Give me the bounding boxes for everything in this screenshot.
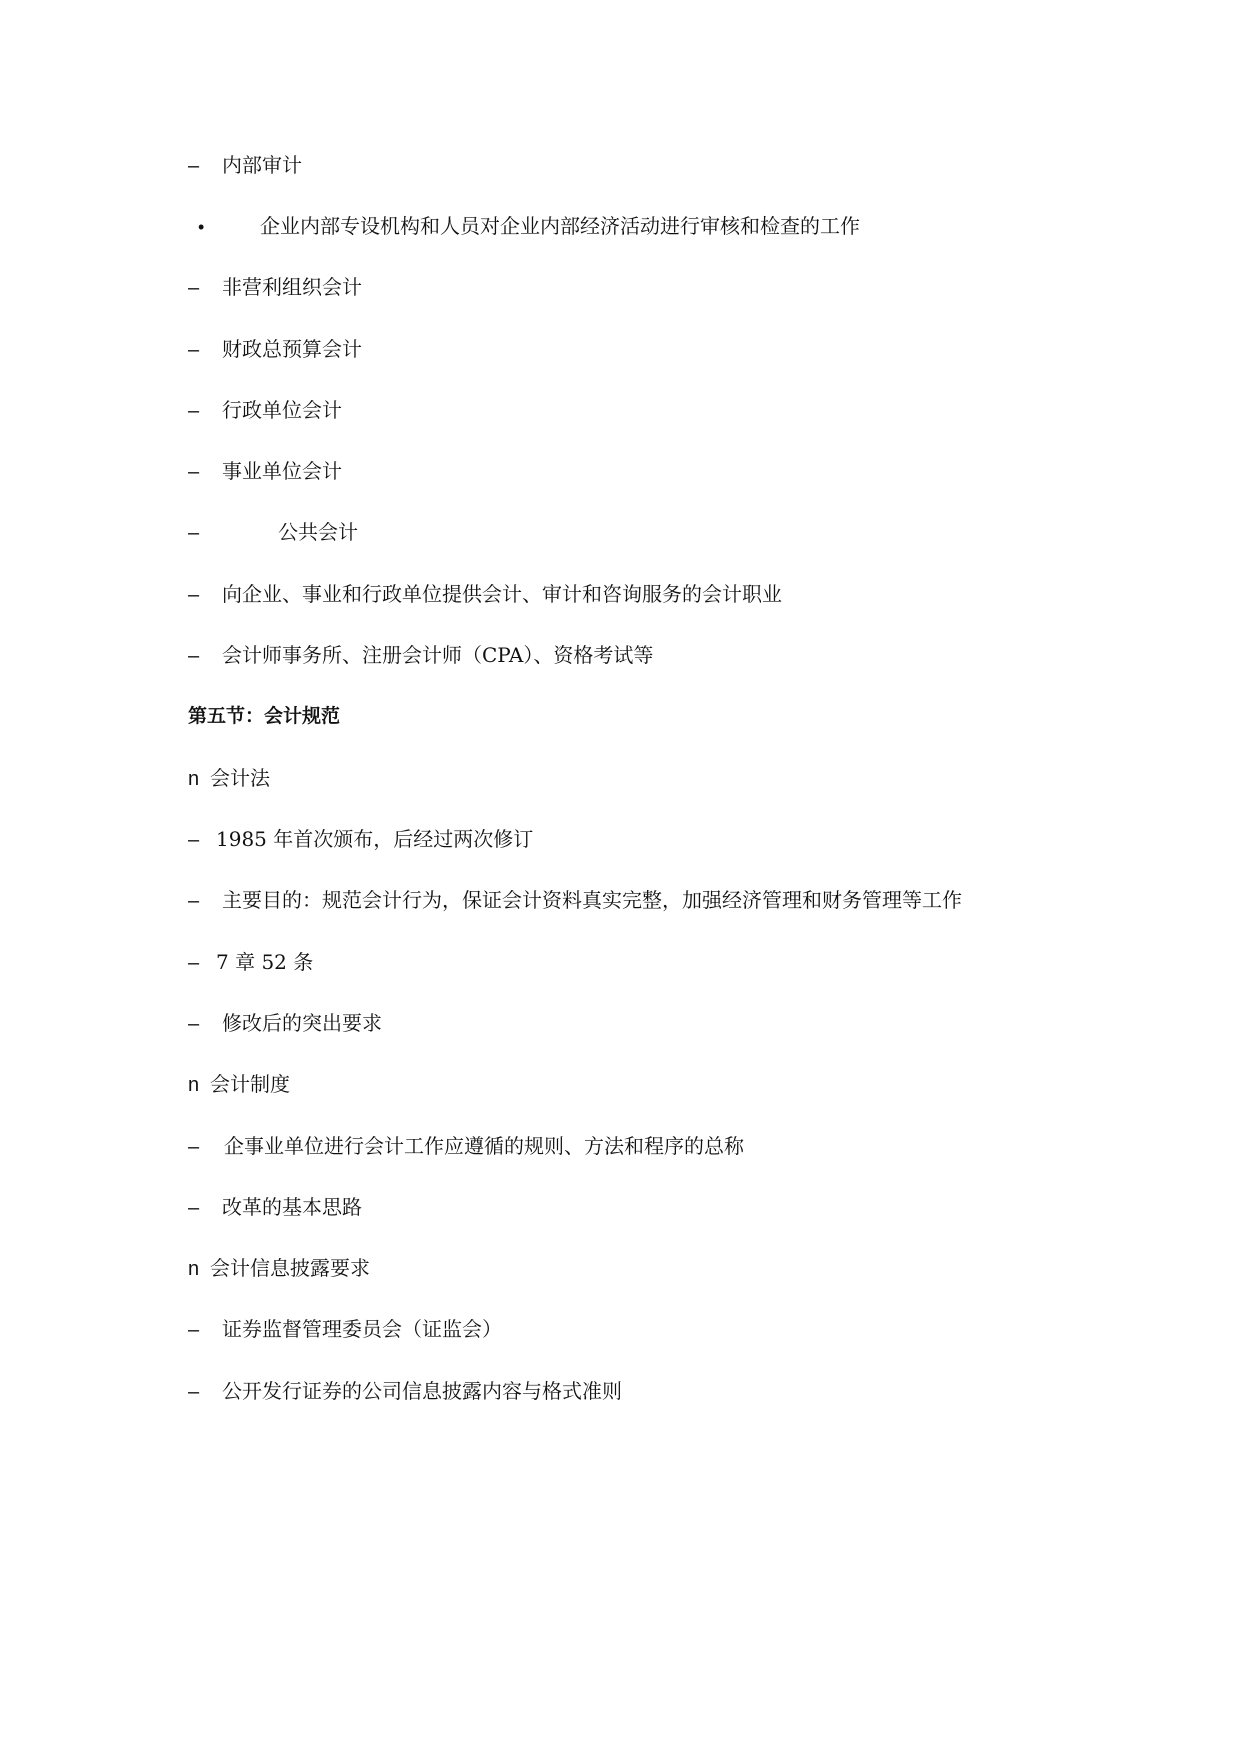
list-item-law-structure [188,947,313,977]
list-item-text: 公共会计 [278,520,358,544]
list-item-text: 行政单位会计 [222,398,342,422]
dash-marker: – [188,461,200,483]
dash-marker: – [188,645,200,667]
list-item-law-purpose [188,885,962,915]
dash-marker: – [188,1381,200,1403]
list-item-text: 会计师事务所、注册会计师（CPA）、资格考试等 [222,643,654,667]
dash-marker: – [188,829,200,851]
list-item-accounting-system [188,1069,290,1099]
list-item-internal-audit [188,150,302,180]
list-item-administrative-accounting [188,395,342,425]
n-marker: n [188,1258,200,1280]
list-item-text: 向企业、事业和行政单位提供会计、审计和咨询服务的会计职业 [222,582,782,606]
bullet-marker: • [198,217,205,237]
dash-marker: – [188,584,200,606]
list-item-csrc [188,1314,502,1344]
dash-marker: – [188,339,200,361]
list-item-disclosure [188,1253,370,1283]
list-item-text: 企事业单位进行会计工作应遵循的规则、方法和程序的总称 [224,1134,744,1158]
list-item-law-history [188,824,533,854]
section-heading: 第五节：会计规范 [188,705,341,727]
dash-marker: – [188,1197,200,1219]
list-item-reform-ideas [188,1192,362,1222]
list-item-text: 事业单位会计 [222,459,342,483]
list-item-text: 会计制度 [210,1072,290,1096]
dash-marker: – [188,890,200,912]
dash-marker: – [188,952,200,974]
n-marker: n [188,1074,200,1096]
list-item-text: 非营利组织会计 [222,275,362,299]
dash-marker: – [188,1136,200,1158]
list-item-public-accounting-definition [188,579,782,609]
list-item-text: 证券监督管理委员会（证监会） [222,1317,502,1341]
list-item-law-revision [188,1008,382,1038]
list-item-text: 1985 年首次颁布，后经过两次修订 [216,827,534,851]
list-item-public-accounting [188,517,358,547]
list-item-text: 财政总预算会计 [222,337,362,361]
list-item-text: 主要目的：规范会计行为，保证会计资料真实完整，加强经济管理和财务管理等工作 [222,888,962,912]
list-item-accounting-law [188,763,270,793]
list-item-internal-audit-definition [188,211,860,241]
list-item-text: 会计法 [210,766,270,790]
list-item-text: 企业内部专设机构和人员对企业内部经济活动进行审核和检查的工作 [260,214,860,238]
list-item-text: 内部审计 [222,153,302,177]
list-item-text: 会计信息披露要求 [210,1256,370,1280]
dash-marker: – [188,522,200,544]
list-item-budget-accounting [188,334,362,364]
list-item-disclosure-rules [188,1376,622,1406]
list-item-text: 公开发行证券的公司信息披露内容与格式准则 [222,1379,622,1403]
list-item-nonprofit-accounting [188,272,362,302]
dash-marker: – [188,400,200,422]
list-item-system-definition [188,1131,744,1161]
dash-marker: – [188,1319,200,1341]
dash-marker: – [188,277,200,299]
dash-marker: – [188,1013,200,1035]
list-item-text: 改革的基本思路 [222,1195,362,1219]
list-item-text: 7 章 52 条 [216,950,314,974]
n-marker: n [188,768,200,790]
list-item-text: 修改后的突出要求 [222,1011,382,1035]
list-item-cpa [188,640,653,670]
dash-marker: – [188,155,200,177]
list-item-institution-accounting [188,456,342,486]
